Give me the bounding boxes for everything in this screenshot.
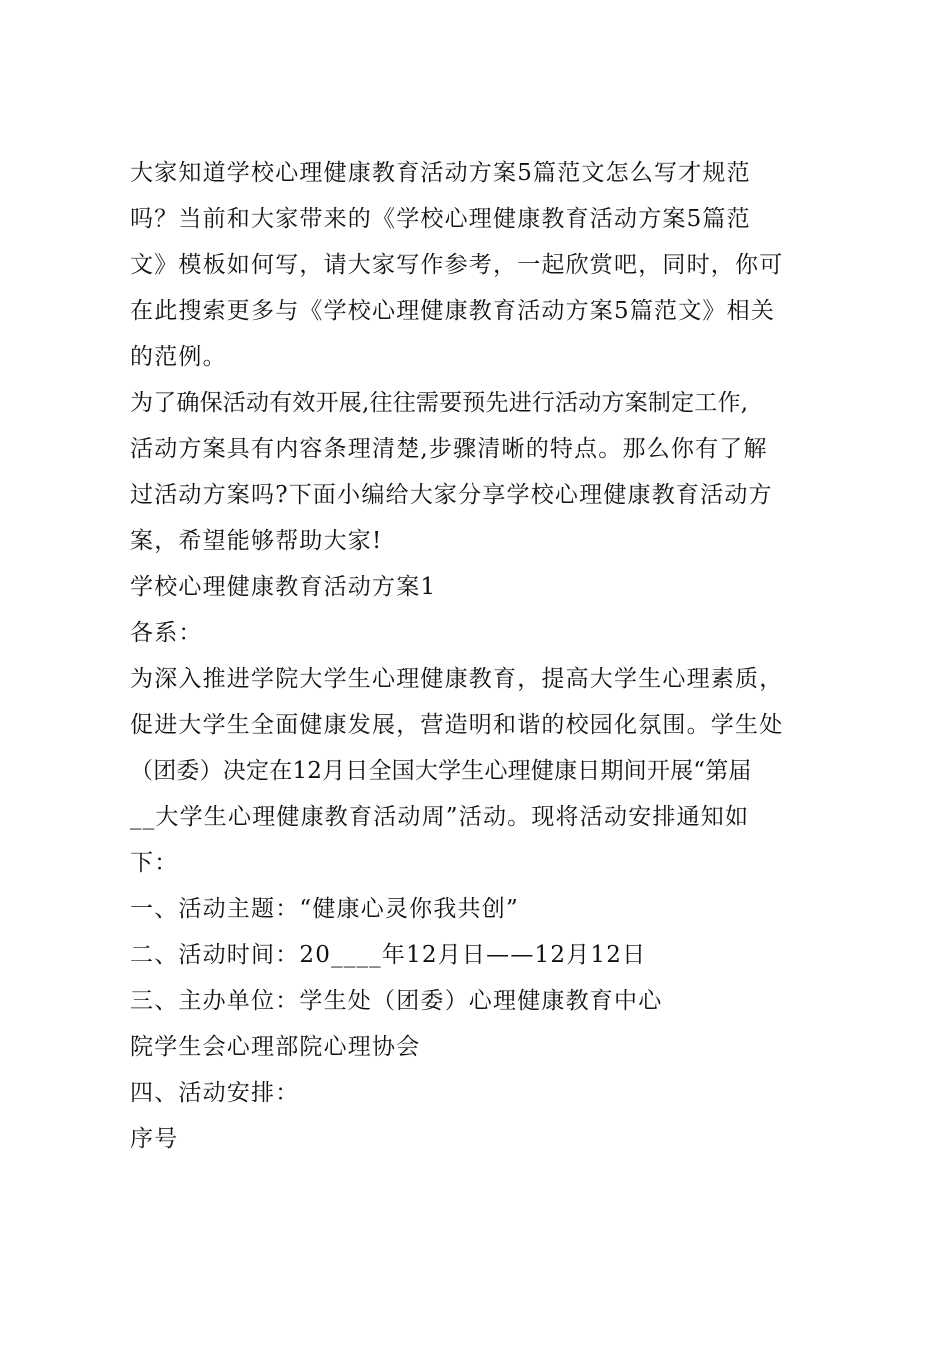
intro-line-3: 文》模板如何写，请大家写作参考，一起欣赏吧，同时，你可 (130, 252, 784, 278)
preface-line-2: 活动方案具有内容条理清楚,步骤清晰的特点。那么你有了解 (130, 436, 768, 462)
intro-line-4: 在此搜索更多与《学校心理健康教育活动方案5篇范文》相关 (130, 298, 776, 324)
preface-line-4: 案，希望能够帮助大家! (130, 528, 383, 554)
body-line-2: 促进大学生全面健康发展，营造明和谐的校园化氛围。学生处 (130, 712, 784, 738)
intro-line-2: 吗？当前和大家带来的《学校心理健康教育活动方案5篇范 (130, 206, 751, 232)
body-line-3: （团委）决定在12月日全国大学生心理健康日期间开展“第届 (130, 758, 752, 784)
body-line-4: __大学生心理健康教育活动周”活动。现将活动安排通知如 (130, 804, 750, 830)
body-line-1: 为深入推进学院大学生心理健康教育，提高大学生心理素质， (130, 666, 784, 692)
item-time: 二、活动时间：20____年12月日——12月12日 (130, 942, 647, 968)
salutation: 各系： (130, 620, 203, 646)
preface-line-3: 过活动方案吗?下面小编给大家分享学校心理健康教育活动方 (130, 482, 773, 508)
intro-line-5: 的范例。 (130, 344, 227, 370)
intro-line-1: 大家知道学校心理健康教育活动方案5篇范文怎么写才规范 (130, 160, 751, 186)
item-organizer: 三、主办单位：学生处（团委）心理健康教育中心 (130, 988, 663, 1014)
item-organizer-cont: 院学生会心理部院心理协会 (130, 1034, 421, 1060)
table-header-number: 序号 (130, 1126, 179, 1152)
preface-line-1: 为了确保活动有效开展,往往需要预先进行活动方案制定工作, (130, 390, 749, 416)
section-title: 学校心理健康教育活动方案1 (130, 574, 437, 600)
document-body (130, 150, 830, 1162)
item-arrangement: 四、活动安排： (130, 1080, 300, 1106)
body-line-5: 下： (130, 850, 179, 876)
item-theme: 一、活动主题：“健康心灵你我共创” (130, 896, 519, 922)
